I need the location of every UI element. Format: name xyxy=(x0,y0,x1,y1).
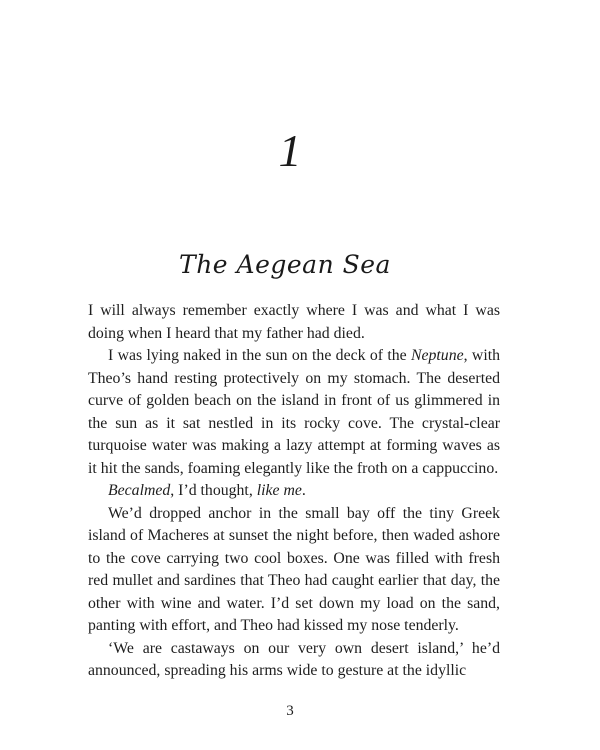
text-segment: . xyxy=(301,482,306,499)
paragraph-5 xyxy=(88,638,500,683)
paragraph-1 xyxy=(88,300,500,345)
chapter-body xyxy=(88,300,500,683)
ship-name: Neptune xyxy=(410,347,464,364)
paragraph-3 xyxy=(88,480,500,503)
text-segment: , I’d thought, xyxy=(170,482,257,499)
text-segment: ‘We are castaways on our very own desert island,’ he’d announced, spreading his arms wide to gesture at the idyllic xyxy=(88,639,500,679)
italic-segment: like me xyxy=(256,482,302,499)
text-segment: We’d dropped anchor in the small bay off the tiny Greek island of Macheres at sunset the night before, then waded ashore to the cove carrying two cool boxes. One was filled with fresh red mullet and sardines that Theo had caught earlier that day, the other with wine and water. I’d set down my load on the sand, panting with effort, and Theo had kissed my nose tenderly. xyxy=(88,504,500,634)
text-segment: , with Theo’s hand resting protectively on my stomach. The deserted curve of golden beach on the island in front of us glimmered in the sun as it sat nestled in its rocky cove. The crystal-clear turquoise water was making a lazy attempt at forming waves as it hit the sands, foaming elegantly like the froth on a cappuccino. xyxy=(88,347,500,477)
text-segment: I will always remember exactly where I was and what I was doing when I heard that my father had died. xyxy=(88,302,500,342)
chapter-number: 1 xyxy=(278,125,302,176)
text-segment: I was lying naked in the sun on the deck of the xyxy=(108,347,411,364)
chapter-title: The Aegean Sea xyxy=(179,250,391,279)
italic-segment: Becalmed xyxy=(108,482,171,499)
paragraph-2 xyxy=(88,345,500,480)
page-number: 3 xyxy=(286,703,294,719)
paragraph-4 xyxy=(88,503,500,638)
